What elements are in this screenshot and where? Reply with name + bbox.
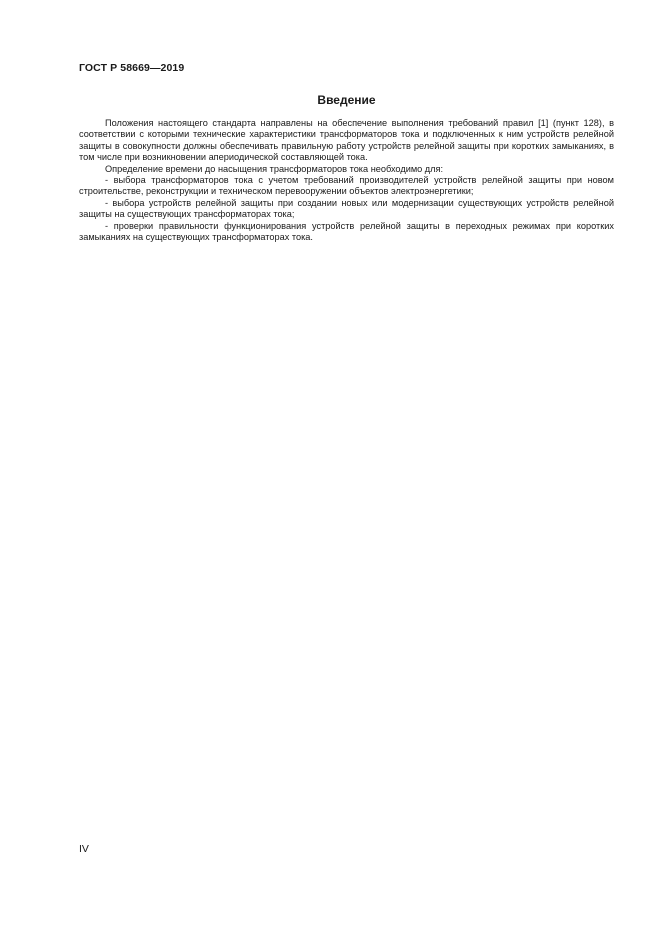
paragraph-intro: Положения настоящего стандарта направлены на обеспечение выполнения требований правил [1] (пункт 128), в соответствии с которыми технические характеристики трансформаторов тока и подключенных к ним устройств релейной защиты в совокупности должны обеспечивать правильную работу устройств релейной защиты при коротких замыканиях, в том числе при возникновении апериодической составляющей тока. [79,118,614,163]
list-item: - выбора трансформаторов тока с учетом требований производителей устройств релейной защиты при новом строительстве, реконструкции и техническом перевооружении объектов электроэнергетики; [79,175,614,197]
section-title: Введение [317,93,376,107]
list-item: - выбора устройств релейной защиты при создании новых или модернизации существующих устройств релейной защиты на существующих трансформаторах тока; [79,197,614,220]
paragraph-purpose: Определение времени до насыщения трансформаторов тока необходимо для: [105,163,444,174]
page-number: IV [79,843,89,855]
standard-id: ГОСТ Р 58669—2019 [79,62,185,74]
body-text [79,118,614,243]
list-item: - проверки правильности функционирования устройств релейной защиты в переходных режимах при коротких замыканиях на существующих трансформаторах тока. [79,220,614,243]
